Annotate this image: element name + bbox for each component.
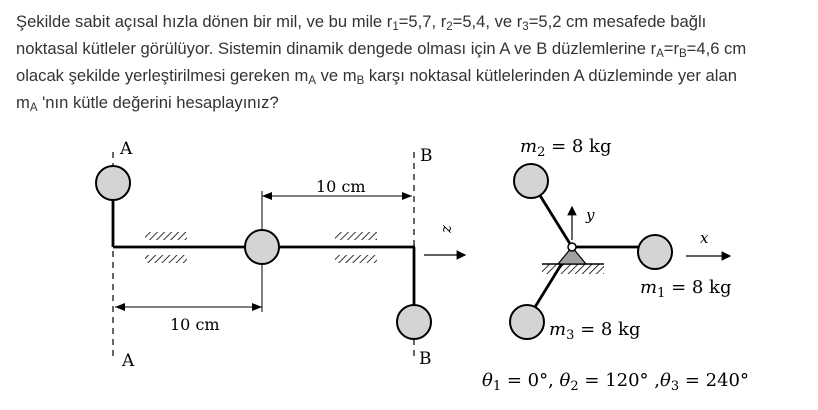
bearing-left-bottom xyxy=(145,255,187,263)
angles-label: $\theta_1 = 0^\circ$, $\theta_2 = 120^\circ$ $,\theta_3 = 240^\circ$ xyxy=(482,370,750,394)
plane-a-top-label: A xyxy=(120,139,133,159)
question-line-2: noktasal kütleler görülüyor. Sistemin dinamik dengede olması için A ve B düzlemlerine $r_A=r_B=4,6$ cm xyxy=(16,39,747,60)
bearing-left-top xyxy=(145,232,187,240)
mass-m2-circle xyxy=(514,164,548,198)
m2-label: $m_2 = 8$ kg xyxy=(520,136,612,160)
question-line-3: olacak şekilde yerleştirilmesi gereken $m_A$ ve $m_B$ karşı noktasal kütlelerinden A düzleminde yer alan xyxy=(16,66,737,87)
mass-mid-circle xyxy=(245,230,279,264)
y-axis-label: y xyxy=(586,206,595,224)
z-axis-label: z xyxy=(437,225,455,233)
pivot-pin xyxy=(568,243,576,251)
dim-bottom-arrow-left xyxy=(115,303,125,311)
question-line-4: $m_A$ 'nın kütle değerini hesaplayınız? xyxy=(16,93,279,114)
end-view xyxy=(482,136,749,394)
m3-label: $m_3 = 8$ kg xyxy=(549,319,641,343)
dim-bottom-arrow-right xyxy=(252,303,262,311)
dim-top-label: 10 cm xyxy=(316,177,366,196)
mass-m1-circle xyxy=(638,235,672,269)
dim-bottom-label: 10 cm xyxy=(170,315,220,334)
dim-top-arrow-left xyxy=(262,192,272,200)
mass-m3-circle xyxy=(510,305,544,339)
bearing-right-bottom xyxy=(335,255,377,263)
mass-b-circle xyxy=(397,305,431,339)
plane-b-bottom-label: B xyxy=(419,349,432,369)
ground-hatch xyxy=(542,264,604,274)
question-line-1: Şekilde sabit açısal hızla dönen bir mil, ve bu mile $r_1=5,7$, $r_2=5,4$, ve $r_3=5,2$ cm mesafede bağlı xyxy=(16,12,707,33)
bearing-right-top xyxy=(335,232,377,240)
x-axis-label: x xyxy=(700,229,709,247)
dim-top-arrow-right xyxy=(402,192,412,200)
side-view xyxy=(96,139,465,371)
plane-b-top-label: B xyxy=(420,146,433,166)
mass-a-circle xyxy=(96,166,130,200)
m1-label: $m_1 = 8$ kg xyxy=(640,277,732,301)
plane-a-bottom-label: A xyxy=(122,351,135,371)
